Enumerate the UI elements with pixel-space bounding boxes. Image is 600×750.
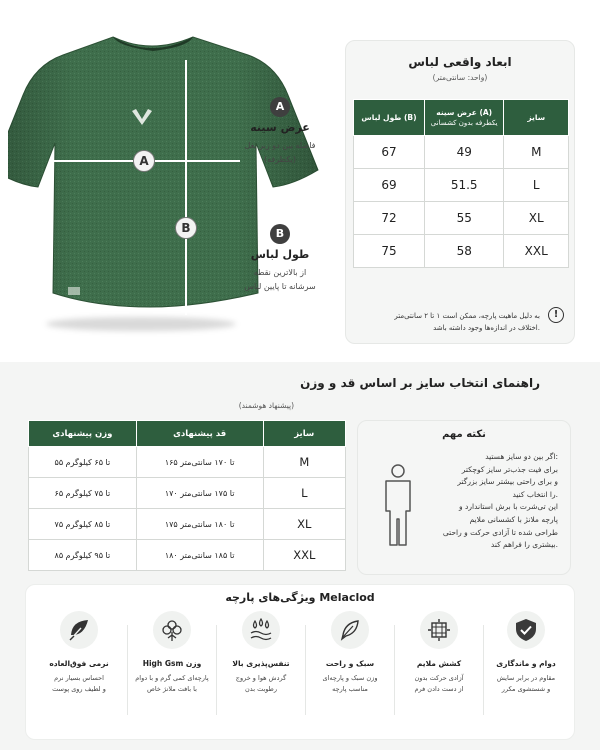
breathable-drops-icon: [242, 611, 280, 649]
cell-length: 69: [354, 169, 425, 202]
feature-divider: [127, 625, 128, 715]
feature-title: سبک و راحت: [325, 659, 375, 668]
note-line: برای فیت جذب‌تر سایز کوچکتر: [461, 464, 558, 474]
feature-desc-line1: آزادی حرکت بدون: [414, 674, 464, 682]
feature-stretch: [398, 611, 480, 695]
feature-title: تنفس‌پذیری بالا: [232, 659, 290, 668]
cell-chest: 58: [424, 235, 504, 268]
exclamation-icon: !: [548, 307, 564, 323]
legend-a-title: عرض سینه: [250, 121, 310, 134]
note-title: نکته مهم: [442, 429, 486, 440]
cell-size: XXL: [504, 235, 569, 268]
col-length: طول لباس (B): [354, 100, 425, 136]
feature-title: نرمی فوق‌العاده: [49, 659, 109, 668]
cell-weight: ۶۵ تا ۷۵ کیلوگرم: [29, 478, 137, 509]
col-chest-label: عرض سینه (A): [436, 108, 493, 117]
cell-size: XL: [504, 202, 569, 235]
size-guide-table: [28, 420, 346, 571]
cell-chest: 51.5: [424, 169, 504, 202]
feature-title: دوام و ماندگاری: [496, 659, 556, 668]
cell-size: L: [263, 478, 345, 509]
guide-title: راهنمای انتخاب سایز بر اساس قد و وزن: [300, 376, 540, 390]
feature-durability: [485, 611, 567, 695]
feature-divider: [394, 625, 395, 715]
feature-desc: [309, 673, 391, 695]
legend-b-badge: B: [270, 224, 290, 244]
feature-desc-line1: احساس بسیار نرم: [54, 674, 104, 682]
fabric-features-card: [25, 584, 575, 740]
size-dimensions-card: [345, 40, 575, 344]
feature-desc-line2: از دست دادن فرم: [414, 685, 464, 693]
features-title: ویژگی‌های پارچه Melaclod: [225, 591, 375, 604]
legend-b-title: طول لباس: [250, 248, 310, 261]
cell-height: ۱۶۵ تا ۱۷۰ سانتی‌متر: [136, 447, 263, 478]
cell-size: M: [504, 136, 569, 169]
size-dimensions-table: [353, 99, 569, 268]
legend-a-desc-line2: (یکطرفه): [264, 155, 296, 164]
legend-b: [210, 222, 320, 294]
cell-chest: 55: [424, 202, 504, 235]
cell-weight: ۵۵ تا ۶۵ کیلوگرم: [29, 447, 137, 478]
feature-divider: [305, 625, 306, 715]
table-row: [354, 235, 569, 268]
col-weight: وزن پیشنهادی: [29, 421, 137, 447]
table-row: [29, 478, 346, 509]
cell-length: 67: [354, 136, 425, 169]
table-row: [29, 447, 346, 478]
feature-desc-line2: با بافت ملانژ خاص: [147, 685, 197, 693]
legend-b-desc-line1: از بالاترین نقطه: [253, 268, 307, 277]
note-line: و برای راحتی بیشتر سایز بزرگتر: [457, 477, 558, 487]
cell-size: XL: [263, 509, 345, 540]
cotton-icon: [153, 611, 191, 649]
feature-desc: [220, 673, 302, 695]
feature-desc-line2: و لطیف روی پوست: [52, 685, 106, 693]
length-dimension-line: [185, 60, 187, 315]
size-note-line1: به دلیل ماهیت پارچه، ممکن است ۱ تا ۲ سانتی‌متر: [394, 312, 540, 320]
note-line: این تی‌شرت با برش استاندارد و: [459, 502, 558, 512]
important-note-card: [357, 420, 571, 575]
guide-subtitle: (پیشنهاد هوشمند): [238, 401, 294, 410]
feature-desc-line1: پارچه‌ای کمی گرم و با دوام: [135, 674, 209, 682]
feature-softness: [38, 611, 120, 695]
feature-divider: [216, 625, 217, 715]
table-row: [354, 136, 569, 169]
feature-divider: [483, 625, 484, 715]
feature-desc-line1: وزن سبک و پارچه‌ای: [322, 674, 378, 682]
col-chest-sublabel: یکطرفه بدون کشسانی: [430, 119, 498, 127]
feature-lightweight: [309, 611, 391, 695]
feature-desc-line2: و شستشوی مکرر: [501, 685, 551, 693]
size-dimensions-section: [0, 0, 600, 362]
size-card-unit: (واحد: سانتی‌متر): [432, 73, 488, 82]
cell-weight: ۷۵ تا ۸۵ کیلوگرم: [29, 509, 137, 540]
leaf-soft-icon: [60, 611, 98, 649]
legend-a: [210, 95, 320, 167]
feature-title: کشش ملایم: [416, 659, 462, 668]
size-note: [356, 307, 564, 334]
col-height: قد پیشنهادی: [136, 421, 263, 447]
note-line: طراحی شده تا آزادی حرکت و راحتی: [442, 527, 558, 537]
table-row: [29, 509, 346, 540]
legend-b-desc-line2: سرشانه تا پایین لباس: [244, 282, 316, 291]
feature-desc-line2: رطوبت بدن: [245, 685, 277, 693]
dimension-a-badge: A: [133, 150, 155, 172]
cell-height: ۱۷۵ تا ۱۸۰ سانتی‌متر: [136, 509, 263, 540]
shirt-shadow: [46, 317, 236, 331]
tshirt-icon: [8, 25, 328, 350]
feather-icon: [331, 611, 369, 649]
feature-desc-line2: مناسب پارچه: [332, 685, 368, 693]
shirt-illustration: [8, 25, 328, 350]
legend-b-desc: [210, 266, 320, 294]
col-size: سایز: [263, 421, 345, 447]
person-icon: [378, 463, 418, 549]
cell-length: 75: [354, 235, 425, 268]
feature-breathable: [220, 611, 302, 695]
table-row: [29, 540, 346, 571]
cell-size: XXL: [263, 540, 345, 571]
col-chest: [424, 100, 504, 136]
feature-high-gsm: [131, 611, 213, 695]
note-line: را انتخاب کنید.: [512, 489, 558, 499]
legend-a-desc: [210, 139, 320, 167]
legend-a-badge: A: [270, 97, 290, 117]
col-size: سایز: [504, 100, 569, 136]
feature-desc: [38, 673, 120, 695]
feature-desc: [485, 673, 567, 695]
size-note-line2: اختلاف در اندازه‌ها وجود داشته باشد.: [433, 324, 540, 332]
feature-desc: [398, 673, 480, 695]
cell-height: ۱۸۰ تا ۱۸۵ سانتی‌متر: [136, 540, 263, 571]
feature-desc-line1: مقاوم در برابر سایش: [496, 674, 556, 682]
note-line: پارچه ملانژ با کشسانی ملایم: [469, 514, 558, 524]
cell-size: M: [263, 447, 345, 478]
dimension-b-badge: B: [175, 217, 197, 239]
table-row: [354, 202, 569, 235]
legend-a-desc-line1: فاصله بین دو زیر بغل: [244, 141, 316, 150]
cell-length: 72: [354, 202, 425, 235]
note-line: بیشتری را فراهم کند.: [490, 540, 558, 550]
note-line: اگر بین دو سایز هستید:: [485, 452, 558, 461]
size-card-title: ابعاد واقعی لباس: [408, 55, 512, 69]
cell-weight: ۸۵ تا ۹۵ کیلوگرم: [29, 540, 137, 571]
size-note-text: [394, 310, 540, 334]
cell-chest: 49: [424, 136, 504, 169]
table-row: [354, 169, 569, 202]
shield-check-icon: [507, 611, 545, 649]
note-body: [433, 451, 558, 552]
feature-desc: [131, 673, 213, 695]
feature-desc-line1: گردش هوا و خروج: [235, 674, 287, 682]
cell-height: ۱۷۰ تا ۱۷۵ سانتی‌متر: [136, 478, 263, 509]
cell-size: L: [504, 169, 569, 202]
stretch-grid-icon: [420, 611, 458, 649]
feature-title: High Gsm وزن: [142, 659, 202, 668]
